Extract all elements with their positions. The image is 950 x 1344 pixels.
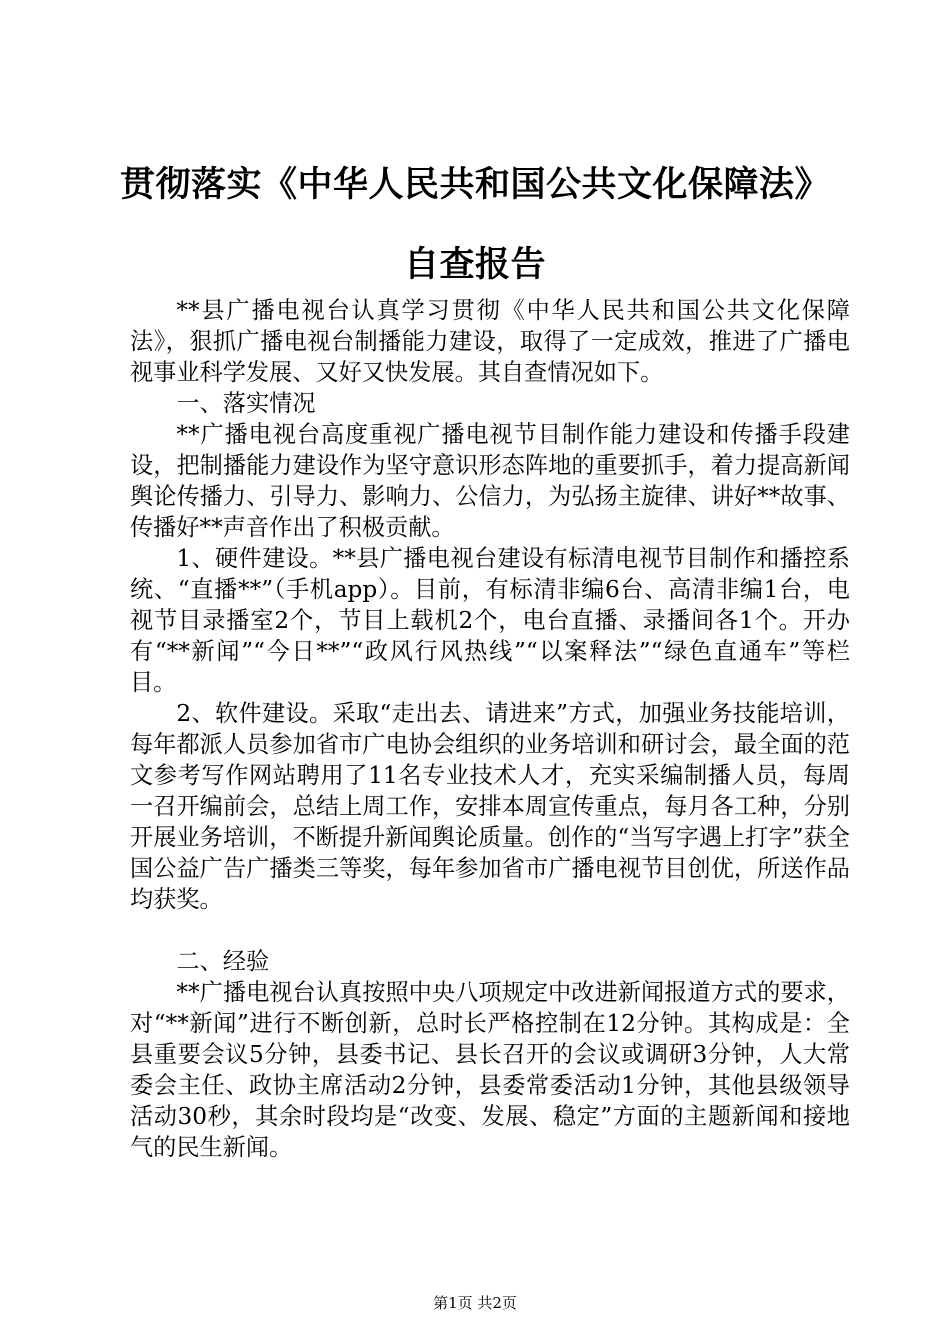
document-title-line-2: 自查报告 xyxy=(403,244,546,285)
paragraph-implementation: **广播电视台高度重视广播电视节目制作能力建设和传播手段建设，把制播能力建设作为坚守意识形态阵地的重要抓手，着力提高新闻舆论传播力、引导力、影响力、公信力，为弘扬主旋律、讲好**故事、传播好**声音作出了积极贡献。 xyxy=(130,421,850,541)
paragraph-hardware: 1、硬件建设。**县广播电视台建设有标清电视节目制作和播控系统、“直播**”（手机app）。目前，有标清非编6台、高清非编1台，电视节目录播室2个，节目上载机2个，电台直播、录播间各1个。开办有“**新闻”“今日**”“政风行风热线”“以案释法”“绿色直通车”等栏目。 xyxy=(130,545,850,696)
section-heading-implementation: 一、落实情况 xyxy=(176,390,316,417)
paragraph-experience: **广播电视台认真按照中央八项规定中改进新闻报道方式的要求，对“**新闻”进行不断创新，总时长严格控制在12分钟。其构成是：全县重要会议5分钟，县委书记、县长召开的会议或调研3分钟，人大常委会主任、政协主席活动2分钟，县委常委活动1分钟，其他县级领导活动30秒，其余时段均是“改变、发展、稳定”方面的主题新闻和接地气的民生新闻。 xyxy=(130,979,850,1161)
document-body xyxy=(130,295,850,1163)
paragraph-intro: **县广播电视台认真学习贯彻《中华人民共和国公共文化保障法》，狠抓广播电视台制播能力建设，取得了一定成效，推进了广播电视事业科学发展、又好又快发展。其自查情况如下。 xyxy=(130,297,850,386)
document-title-line-1: 贯彻落实《中华人民共和国公共文化保障法》 xyxy=(119,164,830,205)
page-footer: 第1页 共2页 xyxy=(433,1294,517,1312)
paragraph-software: 2、软件建设。采取“走出去、请进来”方式，加强业务技能培训，每年都派人员参加省市广电协会组织的业务培训和研讨会，最全面的范文参考写作网站聘用了11名专业技术人才，充实采编制播人员，每周一召开编前会，总结上周工作，安排本周宣传重点，每月各工种，分别开展业务培训，不断提升新闻舆论质量。创作的“当写字遇上打字”获全国公益广告广播类三等奖，每年参加省市广播电视节目创优，所送作品均获奖。 xyxy=(130,700,850,913)
section-heading-experience: 二、经验 xyxy=(176,948,270,975)
